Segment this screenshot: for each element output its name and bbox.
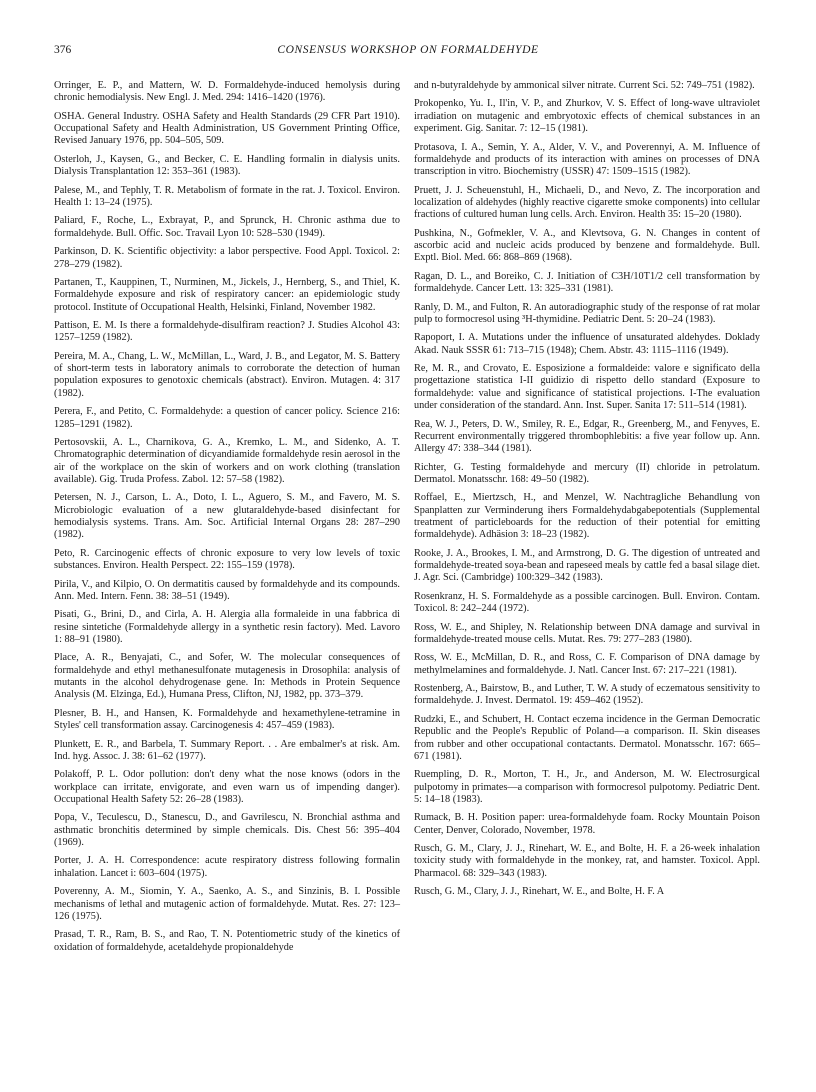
reference-entry: Pattison, E. M. Is there a formaldehyde-disulfiram reaction? J. Studies Alcohol 43: 1257–1259 (1982). — [54, 320, 400, 344]
reference-entry: Prasad, T. R., Ram, B. S., and Rao, T. N. Potentiometric study of the kinetics of oxidation of formaldehyde, acetaldehyde propionaldehyde — [54, 929, 400, 953]
reference-entry: Plesner, B. H., and Hansen, K. Formaldehyde and hexamethylene-tetramine in Styles' cell transformation assay. Carcinogenesis 4: 457–459 (1983). — [54, 707, 400, 732]
reference-entry: Partanen, T., Kauppinen, T., Nurminen, M., Jickels, J., Hernberg, S., and Thiel, K. Formaldehyde exposure and risk of respiratory cancer: an epidemiologic study protocol. Institute of Occupational Health, Helsinki, Finland, November 1982. — [54, 276, 400, 313]
reference-entry: Ragan, D. L., and Boreiko, C. J. Initiation of C3H/10T1/2 cell transformation by formaldehyde. Cancer Lett. 13: 325–331 (1981). — [414, 270, 760, 295]
running-title: CONSENSUS WORKSHOP ON FORMALDEHYDE — [277, 44, 539, 56]
reference-entry: Roffael, E., Miertzsch, H., and Menzel, W. Nachtragliche Behandlung von Spanplatten zur Verminderung ihers Formaldehydabgabepotentials (Supplemental treatment of particleboards for the reduction of their potential for emitting formaldehyde). Adhäsion 3: 18–23 (1982). — [414, 492, 760, 541]
reference-entry: Rusch, G. M., Clary, J. J., Rinehart, W. E., and Bolte, H. F. A — [414, 886, 665, 898]
reference-entry: Pushkina, N., Gofmekler, V. A., and Klevtsova, G. N. Changes in content of ascorbic acid and nucleic acids produced by benzene and formaldehyde. Bull. Exptl. Biol. Med. 66: 868–869 (1968). — [414, 227, 760, 264]
reference-entry: Osterloh, J., Kaysen, G., and Becker, C. E. Handling formalin in dialysis units. Dialysis Transplantation 12: 353–361 (1983). — [54, 153, 400, 178]
reference-column-left — [54, 80, 400, 960]
reference-entry: Rostenberg, A., Bairstow, B., and Luther, T. W. A study of eczematous sensitivity to formaldehyde. J. Invest. Dermatol. 19: 459–462 (1952). — [414, 683, 760, 707]
reference-entry: Plunkett, E. R., and Barbela, T. Summary Report. . . Are embalmer's at risk. Am. Ind. hyg. Assoc. J. 38: 61–62 (1977). — [54, 738, 400, 762]
reference-entry: Pruett, J. J. Scheuenstuhl, H., Michaeli, D., and Nevo, Z. The incorporation and localization of aldehydes (highly reactive cigarette smoke components) into cellular fractions of cultured human lung cells. Arch. Environ. Health 35: 15–20 (1980). — [414, 184, 760, 221]
reference-entry: Orringer, E. P., and Mattern, W. D. Formaldehyde-induced hemolysis during chronic hemodialysis. New Engl. J. Med. 294: 1416–1420 (1976). — [54, 80, 400, 104]
reference-entry: Rosenkranz, H. S. Formaldehyde as a possible carcinogen. Bull. Environ. Contam. Toxicol. 8: 242–244 (1972). — [414, 590, 760, 615]
reference-entry: Palese, M., and Tephly, T. R. Metabolism of formate in the rat. J. Toxicol. Environ. Health 1: 13–24 (1975). — [54, 184, 400, 208]
reference-entry: Polakoff, P. L. Odor pollution: don't deny what the nose knows (odors in the workplace can irritate, envigorate, and even warn us of impending danger). Occupational Health Safety 52: 26–28 (1983). — [54, 769, 400, 805]
reference-entry: Prokopenko, Yu. I., Il'in, V. P., and Zhurkov, V. S. Effect of long-wave ultraviolet irradiation on mutagenic and embryotoxic effects of chemical substances in an experiment. Gig. Sanitar. 7: 12–15 (1981). — [414, 98, 760, 135]
reference-entry: Poverenny, A. M., Siomin, Y. A., Saenko, A. S., and Sinzinis, B. I. Possible mechanisms of lethal and mutagenic action of formaldehyde. Mutat. Res. 27: 123–126 (1975). — [54, 886, 400, 922]
reference-entry: Parkinson, D. K. Scientific objectivity: a labor perspective. Food Appl. Toxicol. 2: 278–279 (1982). — [54, 246, 400, 270]
reference-entry: Pertosovskii, A. L., Charnikova, G. A., Kremko, L. M., and Sidenko, A. T. Chromatographic determination of dicyandiamide formaldehyde resin aerosol in the air of the workplace on the skin of workers and on work clothing (translation available). Gig. Truda Profess. Zabol. 12: 57–58 (1982). — [54, 437, 400, 485]
reference-entry: Popa, V., Teculescu, D., Stanescu, D., and Gavrilescu, N. Bronchial asthma and asthmatic bronchitis determined by simple chemicals. Dis. Chest 56: 395–404 (1969). — [54, 812, 400, 848]
reference-entry: Place, A. R., Benyajati, C., and Sofer, W. The molecular consequences of formaldehyde and ethyl methanesulfonate mutagenesis in Drosophila: analysis of mutants in the alcohol dehydrogenase gene. In: Methods in Protein Sequence Analysis (M. Elzinga, Ed.), Humana Press, Clifton, NJ, 1982, pp. 373–379. — [54, 652, 400, 701]
reference-entry: Ranly, D. M., and Fulton, R. An autoradiographic study of the response of rat molar pulp to formocresol using ³H-thymidine. Pediatric Dent. 5: 20–24 (1983). — [414, 301, 760, 325]
reference-entry: Ross, W. E., McMillan, D. R., and Ross, C. F. Comparison of DNA damage by methylmelamines and formaldehyde. J. Natl. Cancer Inst. 67: 217–221 (1981). — [414, 652, 760, 676]
reference-column-right — [414, 80, 760, 905]
reference-entry: Protasova, I. A., Semin, Y. A., Alder, V. V., and Poverennyi, A. M. Influence of formaldehyde and products of its interaction with amines on processes of DNA transcription in vitro. Biochemistry (USSR) 47: 1509–1515 (1982). — [414, 141, 760, 178]
reference-entry: Ross, W. E., and Shipley, N. Relationship between DNA damage and survival in formaldehyde-treated mouse cells. Mutat. Res. 79: 277–283 (1980). — [414, 621, 760, 645]
page-number: 376 — [54, 44, 72, 56]
reference-entry: OSHA. General Industry. OSHA Safety and Health Standards (29 CFR Part 1910). Occupational Safety and Health Administration, US Government Printing Office, Revised January 1976, pp. 504–505, 509. — [54, 110, 400, 147]
reference-entry: Rapoport, I. A. Mutations under the influence of unsaturated aldehydes. Doklady Akad. Nauk SSSR 61: 713–715 (1948); Chem. Abstr. 43: 1115–1116 (1949). — [414, 332, 760, 356]
reference-entry: Richter, G. Testing formaldehyde and mercury (II) chloride in petrolatum. Dermatol. Monatsschr. 168: 49–50 (1982). — [414, 461, 760, 485]
reference-entry: Pereira, M. A., Chang, L. W., McMillan, L., Ward, J. B., and Legator, M. S. Battery of short-term tests in laboratory animals to corroborate the detection of human population exposures to genotoxic chemicals (abstract). Environ. Mutagen. 4: 317 (1982). — [54, 350, 400, 399]
reference-entry: Rusch, G. M., Clary, J. J., Rinehart, W. E., and Bolte, H. F. a 26-week inhalation toxicity study with formaldehyde in the monkey, rat, and hamster. Toxicol. Appl. Pharmacol. 68: 329–343 (1983). — [414, 843, 760, 879]
reference-entry: Paliard, F., Roche, L., Exbrayat, P., and Sprunck, H. Chronic asthma due to formaldehyde. Bull. Offic. Soc. Travail Lyon 10: 528–530 (1949). — [54, 215, 400, 239]
reference-entry: Rudzki, E., and Schubert, H. Contact eczema incidence in the German Democratic Republic and the People's Republic of Poland—a comparison. II. Skin diseases from rubber and other occupational contactants. Dermatol. Monatsschr. 167: 665–671 (1981). — [414, 713, 760, 762]
reference-entry: Pirila, V., and Kilpio, O. On dermatitis caused by formaldehyde and its compounds. Ann. Med. Intern. Fenn. 38: 38–51 (1949). — [54, 578, 400, 602]
reference-entry: Petersen, N. J., Carson, L. A., Doto, I. L., Aguero, S. M., and Favero, M. S. Microbiologic evaluation of a new glutaraldehyde-based disinfectant for hemodialysis systems. Trans. Am. Soc. Artificial Internal Organs 28: 287–290 (1982). — [54, 492, 400, 541]
reference-entry: Porter, J. A. H. Correspondence: acute respiratory distress following formalin inhalation. Lancet i: 603–604 (1975). — [54, 855, 400, 879]
reference-entry: Pisati, G., Brini, D., and Cirla, A. H. Alergia alla formaleide in una fabbrica di resine sintetiche (Formaldehyde allergy in a synthetic resin factory). Med. Lavoro 1: 88–91 (1980). — [54, 609, 400, 645]
reference-entry: Rooke, J. A., Brookes, I. M., and Armstrong, D. G. The digestion of untreated and formaldehyde-treated soya-bean and rapeseed meals by cattle fed a basal silage diet. J. Agr. Sci. (Cambridge) 100:329–342 (1983). — [414, 547, 760, 584]
reference-entry: Peto, R. Carcinogenic effects of chronic exposure to very low levels of toxic substances. Environ. Health Perspect. 22: 155–159 (1978). — [54, 547, 400, 572]
reference-entry: Rumack, B. H. Position paper: urea-formaldehyde foam. Rocky Mountain Poison Center, Denver, Colorado, November, 1978. — [414, 812, 760, 836]
running-header — [54, 44, 762, 60]
reference-entry: Rea, W. J., Peters, D. W., Smiley, R. E., Edgar, R., Greenberg, M., and Fenyves, E. Recurrent environmentally triggered thrombophlebitis: a five year follow up. Ann. Allergy 47: 338–344 (1981). — [414, 418, 760, 455]
reference-entry: Perera, F., and Petito, C. Formaldehyde: a question of cancer policy. Science 216: 1285–1291 (1982). — [54, 406, 400, 430]
reference-entry: and n-butyraldehyde by ammonical silver nitrate. Current Sci. 52: 749–751 (1982). — [414, 80, 755, 91]
reference-entry: Re, M. R., and Crovato, E. Esposizione a formaldeide: valore e significato della progettazione statistica I-II guidizio di rispetto dello standard (Exposure to formaldehyde: value and significance of statistical projections. I-The evaluation under consideration of the standard. Ann. Inst. Super. Sanita 17: 511–514 (1981). — [414, 363, 760, 412]
reference-entry: Ruempling, D. R., Morton, T. H., Jr., and Anderson, M. W. Electrosurgical pulpotomy in primates—a comparison with formocresol pulpotomy. Pediatric Dent. 5: 14–18 (1983). — [414, 769, 760, 805]
